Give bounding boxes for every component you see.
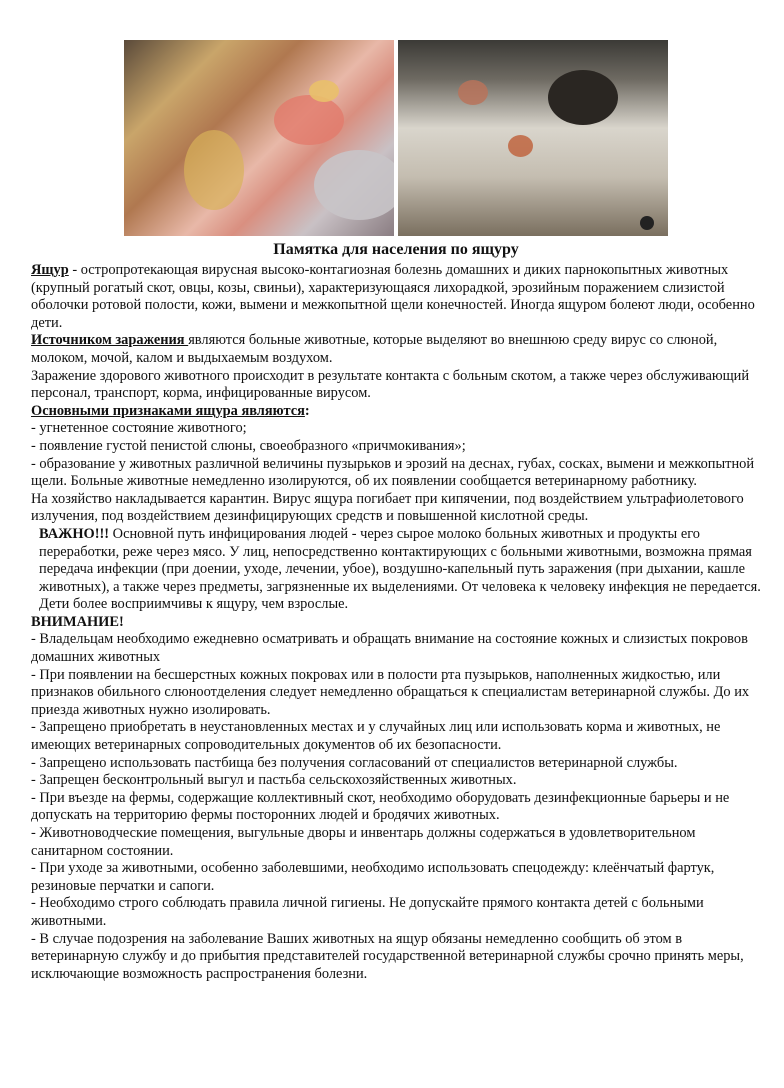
list-item: - образование у животных различной величины пузырьков и эрозий на деснах, губах, сосках, вымени и межкопытной щели. Больные животные немедленно изолируются, об их появлении сообщается ветеринарному работнику. (31, 455, 755, 490)
lesion-mark (508, 135, 533, 157)
signs-heading (31, 403, 761, 421)
nostril (548, 70, 618, 125)
list-item: - Необходимо строго соблюдать правила личной гигиены. Не допускайте прямого контакта детей с больными животными. (31, 895, 704, 929)
source-text: являются больные животные, которые выделяют во внешнюю среду вирус со слюной, молоком, мочой, калом и выдыхаемым воздухом. (31, 332, 718, 366)
photo-mouth-lesions (124, 40, 394, 236)
list-item: - При уходе за животными, особенно заболевшими, необходимо использовать спецодежду: клеёнчатый фартук, резиновые перчатки и сапоги. (31, 860, 715, 894)
logo-mark (640, 216, 654, 230)
intro-paragraph (31, 262, 761, 332)
list-item: - угнетенное состояние животного; (31, 420, 247, 437)
list-item: - Животноводческие помещения, выгульные дворы и инвентарь должны содержаться в удовлетворительном санитарном состоянии. (31, 825, 696, 859)
intro-text: - остропротекающая вирусная высоко-контагиозная болезнь домашних и диких парнокопытных животных (крупный рогатый скот, овцы, козы, свиньи), характеризующаяся лихорадкой, эрозийным поражением слизистой оболочки ротовой полости, кожи, вымени и межкопытной щели конечностей. Иногда ящуром болеют люди, особенно дети. (31, 262, 755, 331)
page-title: Памятка для населения по ящуру (273, 241, 519, 258)
list-item: - В случае подозрения на заболевание Ваших животных на ящур обязаны немедленно сообщить об этом в ветеринарную службу и до прибытия представителей государственной ветеринарной службы срочно принять меры, исключающие возможность распространения болезни. (31, 930, 744, 982)
infection-paragraph: Заражение здорового животного происходит в результате контакта с больным скотом, а также через обслуживающий персонал, транспорт, корма, инфицированные вирусом. (31, 367, 750, 402)
list-item: - При въезде на фермы, содержащие коллективный скот, необходимо оборудовать дезинфекционные барьеры и не допускать на территорию фермы посторонних людей и бродячих животных. (31, 789, 730, 824)
attention-heading: ВНИМАНИЕ! (31, 613, 124, 630)
lesion-mark (309, 80, 339, 102)
photo-cow-nose (398, 40, 668, 236)
source-term: Источником заражения (31, 332, 189, 349)
list-item: - появление густой пенистой слюны, своеобразного «причмокивания»; (31, 437, 466, 454)
quarantine-paragraph: На хозяйство накладывается карантин. Вирус ящура погибает при кипячении, под воздействием ультрафиолетового излучения, под воздействием дезинфицирующих средств и повышенной кислотной среды. (31, 490, 744, 525)
gloved-hand (314, 150, 394, 220)
signs-heading-text: Основными признаками ящура являются (31, 402, 305, 419)
important-paragraph (31, 526, 761, 614)
signs-heading-colon: : (304, 402, 310, 419)
intro-term: Ящур (31, 262, 69, 278)
leaflet-text (31, 240, 761, 983)
important-label: ВАЖНО!!! (39, 525, 110, 542)
list-item: - Запрещено использовать пастбища без получения согласований от специалистов ветеринарной службы. (31, 754, 678, 771)
list-item: - Владельцам необходимо ежедневно осматривать и обращать внимание на состояние кожных и слизистых покровов домашних животных (31, 631, 748, 666)
list-item: - Запрещен бесконтрольный выгул и пастьба сельскохозяйственных животных. (31, 772, 517, 789)
list-item: - При появлении на бесшерстных кожных покровах или в полости рта пузырьков, наполненных жидкостью, или признаков обильного слюноотделения следует немедленно обращаться к специалистам ветеринарной службы. До их приезда животных нужно изолировать. (31, 666, 750, 718)
source-paragraph (31, 332, 761, 367)
important-text: Основной путь инфицирования людей - через сырое молоко больных животных и продукты его переработки, реже через мясо. У лиц, непосредственно контактирующих с больными животными, возможна прямая передача инфекции (при доении, уходе, лечении, убое), воздушно-капельный путь заражения (при дыхании, кашле животных), а также через предметы, загрязненные их выделениями. От человека к человеку инфекция не передается. Дети более восприимчивы к ящуру, чем взрослые. (39, 525, 761, 613)
lesion-mark (274, 95, 344, 145)
lesion-mark (184, 130, 244, 210)
list-item: - Запрещено приобретать в неустановленных местах и у случайных лиц или использовать корма и животных, не имеющих ветеринарных сопроводительных документов об их безопасности. (31, 719, 721, 754)
lesion-mark (458, 80, 488, 105)
photo-strip (124, 40, 668, 236)
